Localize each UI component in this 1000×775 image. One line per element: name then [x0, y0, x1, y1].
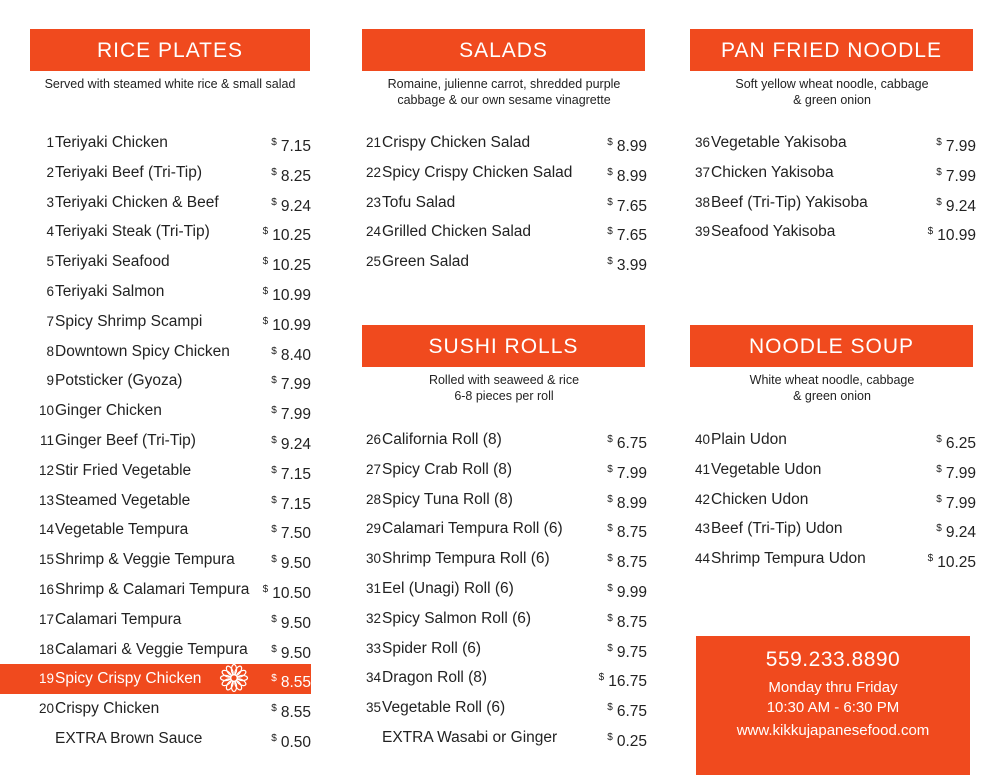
- salads-subtitle: [360, 76, 648, 108]
- menu-item-price: [271, 366, 311, 400]
- menu-item-row: [28, 724, 311, 754]
- currency-symbol: $: [936, 523, 942, 535]
- menu-item-price: [936, 485, 976, 519]
- salads-subtitle-line1: Romaine, julienne carrot, shredded purple: [387, 77, 621, 91]
- menu-item-number: 17: [38, 611, 54, 627]
- menu-item-row: [28, 545, 311, 575]
- menu-item-price: [607, 544, 647, 578]
- menu-item-number: 32: [365, 610, 381, 626]
- business-days: Monday thru Friday: [768, 679, 898, 696]
- price-amount: 10.99: [272, 287, 311, 304]
- currency-symbol: $: [262, 256, 269, 268]
- menu-item-row: [28, 456, 311, 486]
- menu-item-row: [355, 663, 647, 693]
- price-amount: 8.75: [616, 524, 647, 542]
- menu-item-number: 19: [38, 671, 54, 687]
- price-amount: 7.15: [280, 495, 311, 513]
- menu-item-number: 12: [38, 462, 54, 478]
- menu-item-price: [271, 545, 311, 579]
- currency-symbol: $: [607, 256, 613, 268]
- menu-item-number: 22: [365, 164, 381, 180]
- menu-item-name: Chicken Udon: [711, 490, 809, 508]
- menu-item-name: Spicy Shrimp Scampi: [55, 312, 203, 330]
- menu-item-name: Downtown Spicy Chicken: [55, 342, 230, 360]
- price-amount: 7.99: [945, 138, 976, 155]
- menu-item-number: 30: [365, 551, 381, 567]
- menu-item-name: EXTRA Brown Sauce: [55, 730, 203, 747]
- currency-symbol: $: [271, 345, 277, 357]
- menu-item-price: [607, 247, 647, 281]
- menu-item-price: [607, 158, 647, 192]
- business-hours: 10:30 AM - 6:30 PM: [766, 699, 900, 716]
- menu-item-name: Teriyaki Seafood: [55, 253, 170, 271]
- price-amount: 8.75: [616, 554, 647, 572]
- menu-item-price: [263, 575, 311, 609]
- menu-item-row: [355, 455, 647, 485]
- menu-item-price: [607, 514, 647, 548]
- menu-item-row: [684, 544, 976, 574]
- currency-symbol: $: [607, 137, 613, 148]
- menu-item-price: [936, 188, 976, 222]
- menu-item-row: [28, 128, 311, 158]
- price-amount: 10.50: [272, 585, 311, 602]
- menu-item-number: 41: [694, 461, 710, 477]
- pan-fried-noodle-subtitle-line1: Soft yellow wheat noodle, cabbage: [735, 77, 929, 91]
- menu-item-row: [0, 664, 311, 694]
- price-amount: 10.99: [937, 227, 976, 245]
- menu-item-price: [271, 158, 311, 192]
- menu-item-name: Ginger Chicken: [55, 402, 162, 420]
- menu-item-price: [263, 307, 311, 341]
- price-amount: 9.75: [616, 643, 647, 661]
- currency-symbol: $: [271, 733, 277, 744]
- currency-symbol: $: [271, 703, 277, 715]
- currency-symbol: $: [936, 434, 942, 445]
- pan-fried-noodle-banner: PAN FRIED NOODLE: [690, 29, 973, 71]
- price-amount: 7.99: [945, 464, 976, 482]
- menu-item-row: [684, 514, 976, 544]
- price-amount: 10.99: [272, 316, 311, 334]
- currency-symbol: $: [607, 493, 613, 505]
- price-amount: 8.99: [616, 494, 647, 512]
- menu-item-row: [28, 694, 311, 724]
- menu-item-number: 44: [694, 551, 710, 567]
- menu-item-name: Teriyaki Beef (Tri-Tip): [55, 163, 202, 181]
- currency-symbol: $: [271, 643, 277, 655]
- menu-item-price: [936, 128, 976, 162]
- menu-item-number: 40: [694, 432, 710, 447]
- menu-item-name: Teriyaki Chicken & Beef: [55, 193, 219, 211]
- sushi-rolls-subtitle-line1: Rolled with seaweed & rice: [428, 373, 580, 387]
- currency-symbol: $: [607, 226, 613, 238]
- menu-item-row: [28, 486, 311, 516]
- menu-item-name: Shrimp & Calamari Tempura: [55, 581, 250, 598]
- currency-symbol: $: [607, 732, 613, 743]
- menu-item-price: [936, 158, 976, 192]
- currency-symbol: $: [936, 463, 942, 475]
- menu-item-name: Vegetable Tempura: [55, 521, 189, 539]
- currency-symbol: $: [262, 315, 269, 327]
- rice-plates-banner: RICE PLATES: [30, 29, 310, 71]
- price-amount: 8.55: [280, 704, 311, 722]
- menu-item-row: [684, 485, 976, 515]
- menu-item-price: [271, 456, 311, 490]
- menu-item-row: [355, 514, 647, 544]
- menu-item-price: [271, 486, 311, 520]
- menu-item-name: Plain Udon: [711, 431, 787, 448]
- price-amount: 10.25: [272, 227, 311, 245]
- menu-item-name: Ginger Beef (Tri-Tip): [55, 432, 196, 449]
- menu-item-price: [263, 277, 311, 311]
- sushi-rolls-subtitle-line2: 6-8 pieces per roll: [454, 389, 554, 403]
- currency-symbol: $: [598, 672, 605, 684]
- menu-item-name: Vegetable Roll (6): [382, 699, 506, 717]
- menu-item-row: [355, 158, 647, 188]
- currency-symbol: $: [607, 642, 613, 654]
- menu-item-price: [607, 693, 647, 727]
- price-amount: 7.65: [616, 197, 647, 215]
- currency-symbol: $: [271, 524, 277, 536]
- menu-item-number: 1: [46, 135, 54, 150]
- price-amount: 7.99: [280, 376, 311, 394]
- currency-symbol: $: [607, 612, 613, 624]
- menu-item-name: Potsticker (Gyoza): [55, 372, 183, 390]
- menu-item-number: 27: [365, 461, 381, 477]
- menu-item-row: [28, 366, 311, 396]
- menu-item-row: [355, 485, 647, 515]
- menu-item-price: [599, 663, 647, 697]
- price-amount: 8.75: [616, 613, 647, 631]
- menu-item-name: Teriyaki Salmon: [55, 283, 165, 300]
- price-amount: 8.40: [280, 346, 311, 364]
- menu-item-price: [271, 426, 311, 460]
- menu-item-row: [28, 396, 311, 426]
- price-amount: 7.99: [945, 167, 976, 185]
- menu-item-price: [271, 694, 311, 728]
- menu-item-number: 25: [365, 254, 381, 270]
- price-amount: 10.25: [272, 257, 311, 275]
- menu-item-row: [355, 217, 647, 247]
- menu-item-number: 26: [365, 432, 381, 447]
- price-amount: 9.24: [280, 197, 311, 215]
- menu-item-price: [271, 515, 311, 549]
- menu-item-name: Shrimp Tempura Udon: [711, 550, 866, 568]
- menu-item-number: 23: [365, 194, 381, 210]
- currency-symbol: $: [271, 464, 277, 476]
- currency-symbol: $: [936, 196, 942, 208]
- menu-item-row: [28, 217, 311, 247]
- price-amount: 7.15: [280, 465, 311, 483]
- menu-item-number: 8: [46, 343, 54, 359]
- menu-item-price: [936, 455, 976, 489]
- price-amount: 7.15: [280, 138, 311, 155]
- menu-item-number: 33: [365, 640, 381, 656]
- currency-symbol: $: [271, 673, 277, 685]
- menu-item-number: 38: [694, 194, 710, 210]
- menu-item-name: Grilled Chicken Salad: [382, 223, 532, 241]
- menu-item-row: [28, 575, 311, 605]
- menu-item-name: Vegetable Udon: [711, 460, 822, 478]
- price-amount: 9.24: [280, 436, 311, 453]
- price-amount: 6.25: [945, 435, 976, 452]
- menu-item-row: [355, 634, 647, 664]
- menu-item-price: [607, 217, 647, 251]
- menu-item-row: [28, 426, 311, 456]
- price-amount: 7.99: [945, 494, 976, 512]
- contact-box: [696, 636, 970, 775]
- menu-item-price: [263, 247, 311, 281]
- price-amount: 9.50: [280, 555, 311, 573]
- menu-item-row: [684, 128, 976, 158]
- price-amount: 8.55: [280, 674, 311, 692]
- menu-item-row: [28, 605, 311, 635]
- noodle-soup-subtitle-line2: & green onion: [793, 389, 871, 403]
- currency-symbol: $: [271, 137, 277, 148]
- noodle-soup-subtitle: [688, 372, 976, 404]
- menu-item-price: [936, 514, 976, 548]
- menu-item-number: 5: [46, 254, 54, 270]
- noodle-soup-subtitle-line1: White wheat noodle, cabbage: [749, 373, 915, 387]
- menu-item-name: Crispy Chicken: [55, 700, 160, 718]
- menu-item-name: EXTRA Wasabi or Ginger: [382, 729, 558, 746]
- currency-symbol: $: [607, 166, 613, 178]
- sushi-rolls-subtitle: [360, 372, 648, 404]
- currency-symbol: $: [271, 405, 277, 417]
- price-amount: 6.75: [616, 703, 647, 721]
- menu-item-name: Green Salad: [382, 253, 470, 271]
- menu-item-row: [684, 217, 976, 247]
- menu-item-number: 29: [365, 521, 381, 537]
- currency-symbol: $: [607, 463, 613, 475]
- price-amount: 7.65: [616, 227, 647, 245]
- pan-fried-noodle-subtitle-line2: & green onion: [793, 93, 871, 107]
- price-amount: 8.99: [616, 167, 647, 185]
- menu-item-number: 7: [46, 313, 54, 329]
- menu-item-name: Teriyaki Chicken: [55, 134, 168, 151]
- sushi-rolls-banner: SUSHI ROLLS: [362, 325, 645, 367]
- menu-item-number: 24: [365, 224, 381, 240]
- currency-symbol: $: [936, 166, 942, 178]
- currency-symbol: $: [927, 553, 934, 565]
- menu-item-row: [355, 723, 647, 753]
- price-amount: 10.25: [937, 554, 976, 572]
- menu-item-price: [263, 217, 311, 251]
- currency-symbol: $: [271, 554, 277, 566]
- menu-item-name: Spider Roll (6): [382, 639, 482, 657]
- price-amount: 7.99: [280, 406, 311, 424]
- price-amount: 9.24: [945, 524, 976, 542]
- menu-item-name: Spicy Crab Roll (8): [382, 460, 513, 478]
- menu-item-name: Spicy Crispy Chicken: [55, 670, 202, 688]
- menu-item-price: [607, 574, 647, 608]
- currency-symbol: $: [936, 493, 942, 505]
- menu-item-number: 14: [38, 522, 54, 538]
- price-amount: 0.50: [280, 734, 311, 751]
- menu-item-number: 28: [365, 491, 381, 507]
- menu-item-price: [271, 724, 311, 758]
- currency-symbol: $: [271, 375, 277, 387]
- menu-item-name: Shrimp Tempura Roll (6): [382, 550, 550, 568]
- menu-item-number: 11: [39, 433, 54, 448]
- menu-item-row: [28, 515, 311, 545]
- price-amount: 9.50: [280, 614, 311, 632]
- menu-item-number: 13: [38, 492, 54, 508]
- price-amount: 3.99: [616, 257, 647, 275]
- menu-item-name: Spicy Salmon Roll (6): [382, 609, 532, 627]
- menu-item-number: 16: [38, 582, 54, 597]
- menu-item-name: Tofu Salad: [382, 193, 456, 211]
- menu-item-number: 34: [365, 670, 381, 686]
- price-amount: 8.25: [280, 167, 311, 185]
- menu-item-price: [607, 188, 647, 222]
- menu-item-row: [28, 307, 311, 337]
- menu-item-row: [355, 693, 647, 723]
- rice-plates-subtitle: Served with steamed white rice & small salad: [44, 77, 296, 91]
- menu-item-number: 36: [694, 135, 710, 150]
- menu-item-price: [936, 425, 976, 459]
- currency-symbol: $: [271, 613, 277, 625]
- price-amount: 0.25: [616, 733, 647, 750]
- menu-item-price: [271, 128, 311, 162]
- pan-fried-noodle-subtitle: [688, 76, 976, 108]
- noodle-soup-banner: NOODLE SOUP: [690, 325, 973, 367]
- menu-item-name: Eel (Unagi) Roll (6): [382, 580, 514, 597]
- menu-item-row: [28, 188, 311, 218]
- menu-item-number: 4: [46, 224, 54, 240]
- currency-symbol: $: [607, 583, 613, 594]
- menu-item-name: Beef (Tri-Tip) Yakisoba: [711, 193, 868, 211]
- price-amount: 9.99: [616, 584, 647, 601]
- menu-item-row: [684, 425, 976, 455]
- menu-item-row: [355, 128, 647, 158]
- menu-item-name: Calamari Tempura: [55, 610, 182, 628]
- menu-item-name: Seafood Yakisoba: [711, 223, 836, 241]
- menu-item-price: [271, 396, 311, 430]
- menu-item-number: 35: [365, 700, 381, 716]
- price-amount: 7.99: [616, 464, 647, 482]
- currency-symbol: $: [271, 494, 277, 506]
- currency-symbol: $: [607, 523, 613, 535]
- menu-item-price: [607, 485, 647, 519]
- menu-item-number: 20: [38, 701, 54, 717]
- menu-item-row: [355, 425, 647, 455]
- menu-item-row: [28, 247, 311, 277]
- menu-item-number: 10: [38, 403, 54, 419]
- menu-item-name: Vegetable Yakisoba: [711, 134, 847, 151]
- currency-symbol: $: [936, 137, 942, 148]
- menu-item-price: [928, 217, 976, 251]
- menu-item-number: 43: [694, 521, 710, 537]
- currency-symbol: $: [927, 226, 934, 238]
- phone-number[interactable]: 559.233.8890: [765, 648, 901, 671]
- currency-symbol: $: [271, 435, 277, 446]
- menu-item-name: Dragon Roll (8): [382, 669, 488, 687]
- menu-item-price: [271, 337, 311, 371]
- currency-symbol: $: [607, 553, 613, 565]
- menu-item-price: [607, 604, 647, 638]
- menu-item-number: 15: [38, 552, 54, 568]
- menu-item-row: [355, 544, 647, 574]
- menu-item-row: [684, 455, 976, 485]
- flower-icon: [219, 663, 249, 693]
- currency-symbol: $: [271, 166, 277, 178]
- menu-item-row: [355, 188, 647, 218]
- menu-item-name: Steamed Vegetable: [55, 491, 191, 509]
- menu-item-price: [271, 664, 311, 698]
- menu-item-number: 9: [46, 373, 54, 389]
- menu-item-price: [607, 425, 647, 459]
- menu-item-row: [355, 604, 647, 634]
- website-link[interactable]: www.kikkujapanesefood.com: [736, 722, 930, 739]
- menu-item-row: [28, 635, 311, 665]
- menu-item-number: 21: [365, 135, 381, 150]
- menu-item-price: [607, 634, 647, 668]
- menu-item-price: [271, 188, 311, 222]
- currency-symbol: $: [262, 286, 269, 297]
- menu-item-name: Stir Fried Vegetable: [55, 461, 192, 479]
- menu-item-row: [28, 337, 311, 367]
- menu-item-row: [28, 158, 311, 188]
- currency-symbol: $: [262, 226, 269, 238]
- menu-item-name: Spicy Crispy Chicken Salad: [382, 163, 573, 181]
- menu-item-number: 3: [46, 194, 54, 210]
- currency-symbol: $: [607, 434, 613, 445]
- menu-item-name: California Roll (8): [382, 431, 502, 448]
- price-amount: 9.24: [945, 197, 976, 215]
- currency-symbol: $: [262, 584, 269, 595]
- menu-item-name: Crispy Chicken Salad: [382, 134, 531, 151]
- price-amount: 9.50: [280, 644, 311, 662]
- menu-item-price: [271, 635, 311, 669]
- menu-item-name: Teriyaki Steak (Tri-Tip): [55, 223, 210, 241]
- menu-item-row: [684, 188, 976, 218]
- menu-item-number: 39: [694, 224, 710, 240]
- menu-item-price: [607, 723, 647, 757]
- menu-item-number: 2: [46, 164, 54, 180]
- menu-item-name: Calamari & Veggie Tempura: [55, 640, 248, 658]
- menu-item-name: Calamari Tempura Roll (6): [382, 520, 563, 538]
- menu-item-number: 18: [38, 641, 54, 657]
- price-amount: 8.99: [616, 138, 647, 155]
- currency-symbol: $: [607, 702, 613, 714]
- price-amount: 16.75: [608, 673, 647, 691]
- menu-item-row: [28, 277, 311, 307]
- menu-item-price: [928, 544, 976, 578]
- menu-item-number: 6: [46, 284, 54, 299]
- menu-item-number: 42: [694, 491, 710, 507]
- currency-symbol: $: [607, 196, 613, 208]
- menu-item-row: [355, 247, 647, 277]
- menu-item-name: Beef (Tri-Tip) Udon: [711, 520, 843, 538]
- price-amount: 6.75: [616, 435, 647, 452]
- menu-item-number: 31: [365, 581, 381, 596]
- salads-subtitle-line2: cabbage & our own sesame vinagrette: [397, 93, 611, 107]
- currency-symbol: $: [271, 196, 277, 208]
- menu-item-name: Chicken Yakisoba: [711, 163, 834, 181]
- price-amount: 7.50: [280, 525, 311, 543]
- menu-item-name: Spicy Tuna Roll (8): [382, 490, 513, 508]
- menu-item-price: [607, 128, 647, 162]
- menu-item-row: [355, 574, 647, 604]
- menu-item-price: [607, 455, 647, 489]
- menu-item-number: 37: [694, 164, 710, 180]
- salads-banner: SALADS: [362, 29, 645, 71]
- menu-item-row: [684, 158, 976, 188]
- menu-item-price: [271, 605, 311, 639]
- menu-item-name: Shrimp & Veggie Tempura: [55, 551, 235, 569]
